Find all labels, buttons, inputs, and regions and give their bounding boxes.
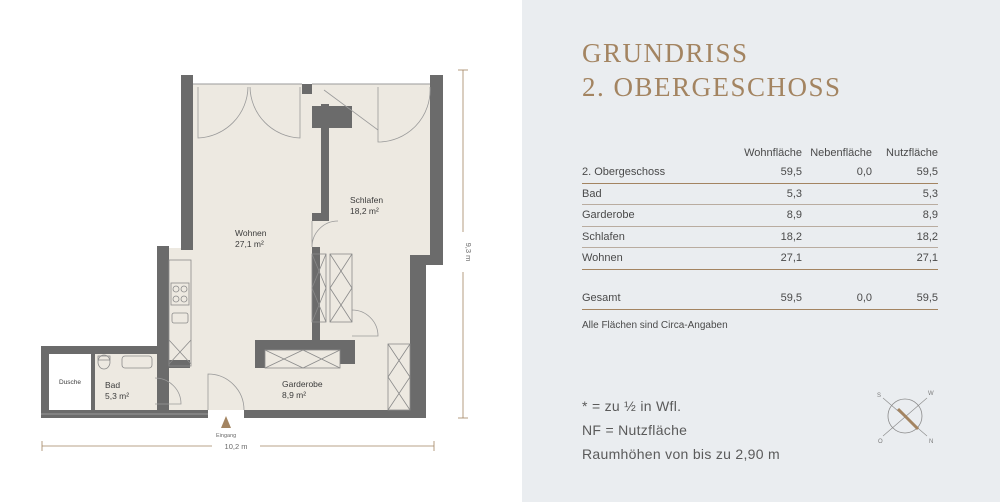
legend-line-2: NF = Nutzfläche (582, 422, 688, 438)
room-label-bad: Bad (105, 380, 121, 390)
table-header-cell: Nebenfläche (810, 147, 872, 159)
row-name: 2. Obergeschoss (582, 166, 666, 178)
row-nutzflaeche: 27,1 (916, 252, 938, 265)
bad-floor (91, 354, 165, 410)
entrance-label: Eingang (216, 433, 237, 439)
row-name: Schlafen (582, 230, 625, 243)
room-label-dusche: Dusche (59, 379, 82, 386)
info-panel (522, 0, 1000, 502)
room-area-schlafen: 18,2 m² (350, 206, 379, 216)
row-wohnflaeche: 5,3 (786, 187, 802, 200)
total-wohnflaeche: 59,5 (780, 291, 802, 304)
row-nebenflaeche (802, 184, 872, 205)
compass-o: O (878, 439, 883, 445)
title-line-2: 2. OBERGESCHOSS (582, 72, 842, 102)
table-row (582, 205, 938, 227)
row-nutzflaeche: 18,2 (916, 230, 938, 243)
row-nutzflaeche: 59,5 (916, 166, 938, 178)
legend (582, 394, 780, 466)
total-nutzflaeche: 59,5 (916, 291, 938, 304)
compass-icon (872, 383, 938, 449)
total-nebenflaeche: 0,0 (856, 291, 872, 304)
room-label-garderobe: Garderobe (282, 379, 323, 389)
table-header-cell (582, 144, 732, 162)
legend-line-1: * = zu ½ in Wfl. (582, 398, 682, 414)
row-wohnflaeche: 18,2 (780, 230, 802, 243)
legend-line-3: Raumhöhen von bis zu 2,90 m (582, 446, 780, 462)
room-label-wohnen: Wohnen (235, 228, 267, 238)
table-header-cell: Nutzfläche (886, 147, 938, 159)
table-row (582, 248, 938, 270)
area-table (582, 144, 938, 310)
table-total-row (582, 288, 938, 310)
room-area-wohnen: 27,1 m² (235, 239, 264, 249)
room-area-garderobe: 8,9 m² (282, 390, 307, 400)
row-wohnflaeche: 8,9 (786, 209, 802, 222)
compass-n: N (929, 439, 934, 445)
table-row (582, 227, 938, 249)
title-line-1: GRUNDRISS (582, 38, 749, 68)
dimension-height: 9,3 m (464, 242, 473, 262)
room-area-bad: 5,3 m² (105, 391, 130, 401)
row-name: Bad (582, 187, 602, 200)
table-row (582, 162, 938, 184)
row-nebenflaeche (802, 205, 872, 226)
row-nebenflaeche (802, 248, 872, 269)
compass-w: W (928, 391, 934, 397)
row-name: Wohnen (582, 252, 623, 265)
table-note: Alle Flächen sind Circa-Angaben (582, 320, 728, 331)
row-wohnflaeche: 59,5 (780, 166, 802, 178)
compass-s: S (877, 393, 882, 399)
room-label-schlafen: Schlafen (350, 195, 384, 205)
row-nebenflaeche: 0,0 (856, 166, 872, 178)
table-header-cell: Wohnfläche (744, 147, 802, 159)
row-name: Garderobe (582, 209, 635, 222)
row-nebenflaeche (802, 227, 872, 248)
row-nutzflaeche: 8,9 (922, 209, 938, 222)
row-nutzflaeche: 5,3 (922, 187, 938, 200)
row-wohnflaeche: 27,1 (780, 252, 802, 265)
entrance-arrow-icon (221, 416, 231, 428)
page-title (582, 36, 842, 104)
dimension-width: 10,2 m (224, 442, 248, 451)
table-row (582, 184, 938, 206)
total-name: Gesamt (582, 291, 621, 304)
table-header (582, 144, 938, 162)
